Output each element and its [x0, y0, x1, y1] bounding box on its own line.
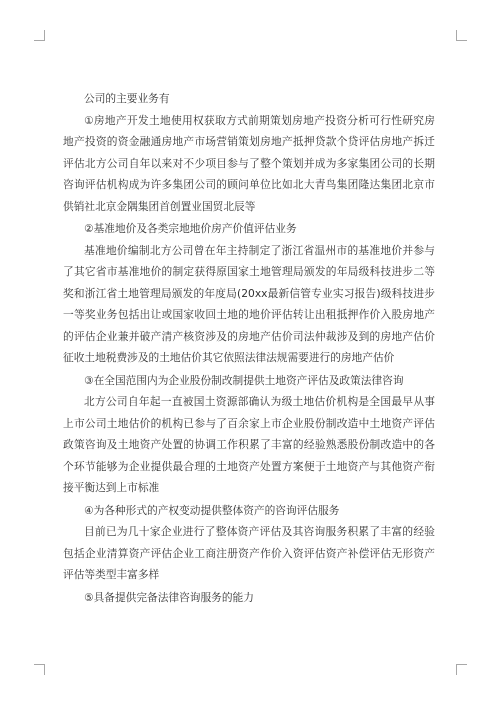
paragraph-overall-asset-valuation: 目前已为几十家企业进行了整体资产评估及其咨询服务积累了丰富的经验包括企业清算资产评估企业工商注册资产作价入资评估资产补偿评估无形资产评估等类型丰富多样: [63, 525, 435, 581]
heading-land-price-valuation: ②基准地价及各类宗地地价房产价值评估业务: [84, 222, 297, 235]
heading-legal-consulting: ⑤具备提供完备法律咨询服务的能力: [84, 590, 254, 604]
paragraph-benchmark-land-price: 基准地价编制北方公司曾在年主持制定了浙江省温州市的基准地价并参与了其它省市基准地价的制定获得原国家土地管理局颁发的年局级科技进步二等奖和浙江省土地管理局颁发的年度局(20xx最新信管专业实习报告)级科技进步一等奖业务包括出让或国家收回土地的地价评估转让出租抵押作价入股房地产的评估企业兼并破产清产核资涉及的房地产估价司法仲裁涉及到的房地产估价征收土地税费涉及的土地估价其它依照法律法规需要进行的房地产估价: [63, 243, 435, 364]
crop-mark-bottom-left: [34, 664, 45, 675]
paragraph-listed-company-valuation: 北方公司自年起一直被国土资源部确认为级土地估价机构是全国最早从事上市公司土地估价的机构已参与了百余家上市企业股份制改造中土地资产评估政策咨询及土地资产处置的协调工作积累了丰富的经验熟悉股份制改造中的各个环节能够为企业提供最合理的土地资产处置方案便于土地资产与其他资产衔接平衡达到上市标准: [63, 395, 435, 494]
crop-mark-bottom-right: [456, 664, 467, 675]
paragraph-real-estate-development: ①房地产开发土地使用权获取方式前期策划房地产投资分析可行性研究房地产投资的资金融通房地产市场营销策划房地产抵押贷款个贷评估房地产拆迁评估北方公司自年以来对不少项目参与了整个策划并成为多家集团公司的长期咨询评估机构成为许多集团公司的顾问单位比如北大青鸟集团隆达集团北京市供销社北京金隅集团首创置业国贸北辰等: [63, 113, 435, 213]
document-body: [63, 88, 435, 608]
heading-shareholding-reform: ③在全国范围内为企业股份制改制提供土地资产评估及政策法律咨询: [84, 373, 404, 387]
intro-paragraph: 公司的主要业务有: [84, 92, 170, 105]
crop-mark-top-right: [456, 30, 467, 41]
crop-mark-top-left: [34, 30, 45, 41]
heading-property-rights-change: ④为各种形式的产权变动提供整体资产的咨询评估服务: [84, 503, 340, 517]
